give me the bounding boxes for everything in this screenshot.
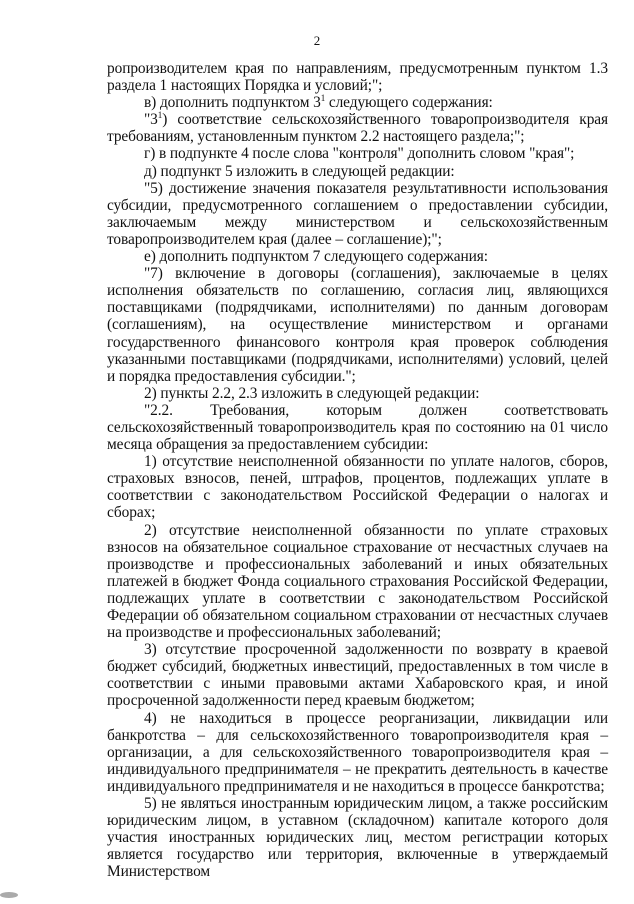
paragraph xyxy=(107,94,608,111)
paragraph: "5) достижение значения показателя результативности использования субсидии, предусмотренного соглашением о предоставлении субсидии, заключаемым между министерством и сельскохозяйственным товаропроизводителем края (далее – соглашение);"; xyxy=(107,179,608,248)
paragraph-text: следующего содержания: xyxy=(325,94,493,112)
paragraph: 5) не являться иностранным юридическим лицом, а также российским юридическим лицом, в уставном (складочном) капитале которого доля участия иностранных юридических лиц, местом регистрации которых является государство или территория, включенные в утверждаемый Министерством xyxy=(107,795,608,881)
paragraph-text: ) соответствие сельскохозяйственного товаропроизводителя края требованиям, установленным пунктом 2.2 настоящего раздела;"; xyxy=(107,111,608,146)
superscript: 1 xyxy=(157,110,163,121)
scan-artifact xyxy=(0,892,18,898)
page-number: 2 xyxy=(313,33,321,48)
paragraph: е) дополнить подпунктом 7 следующего содержания: xyxy=(144,248,488,266)
paragraph: д) подпункт 5 изложить в следующей редакции: xyxy=(144,162,455,180)
paragraph-text: "3 xyxy=(144,111,158,129)
paragraph-text: в) дополнить подпунктом 3 xyxy=(144,94,321,112)
paragraph xyxy=(107,111,608,145)
document-body xyxy=(107,60,608,881)
paragraph: г) в подпункте 4 после слова "контроля" дополнить словом "края"; xyxy=(144,145,575,163)
paragraph: 4) не находиться в процессе реорганизации, ликвидации или банкротства – для сельскохозяйственного товаропроизводителя края – организации, а для сельскохозяйственного товаропроизводителя края – индивидуального предпринимателя – не прекратить деятельность в качестве индивидуального предпринимателя и не находиться в процессе банкротства; xyxy=(107,709,608,795)
paragraph: "2.2. Требования, которым должен соответствовать сельскохозяйственный товаропроизводитель края по состоянию на 01 число месяца обращения за предоставлением субсидии: xyxy=(107,401,608,454)
paragraph: 3) отсутствие просроченной задолженности по возврату в краевой бюджет субсидий, бюджетных инвестиций, предоставленных в том числе в соответствии с иными правовыми актами Хабаровского края, и иной просроченной задолженности перед краевым бюджетом; xyxy=(107,641,608,710)
paragraph: 2) отсутствие неисполненной обязанности по уплате страховых взносов на обязательное социальное страхование от несчастных случаев на производстве и профессиональных заболеваний и иных обязательных платежей в бюджет Фонда социального страхования Российской Федерации, подлежащих уплате в соответствии с законодательством Российской Федерации об обязательном социальном страховании от несчастных случаев на производстве и профессиональных заболеваний; xyxy=(107,521,608,642)
paragraph: 2) пункты 2.2, 2.3 изложить в следующей редакции: xyxy=(144,384,480,402)
paragraph: "7) включение в договоры (соглашения), заключаемые в целях исполнения обязательств по соглашению, согласия лиц, являющихся поставщиками (подрядчиками, исполнителями) по данным договорам (соглашениям), на осуществление министерством и органами государственного финансового контроля края проверок соблюдения указанными поставщиками (подрядчиками, исполнителями) условий, целей и порядка предоставления субсидии."; xyxy=(107,265,608,385)
paragraph: 1) отсутствие неисполненной обязанности по уплате налогов, сборов, страховых взносов, пеней, штрафов, процентов, подлежащих уплате в соответствии с законодательством Российской Федерации о налогах и сборах; xyxy=(107,453,608,522)
superscript: 1 xyxy=(320,93,326,104)
paragraph: ропроизводителем края по направлениям, предусмотренным пунктом 1.3 раздела 1 настоящих Порядка и условий;"; xyxy=(107,60,608,95)
